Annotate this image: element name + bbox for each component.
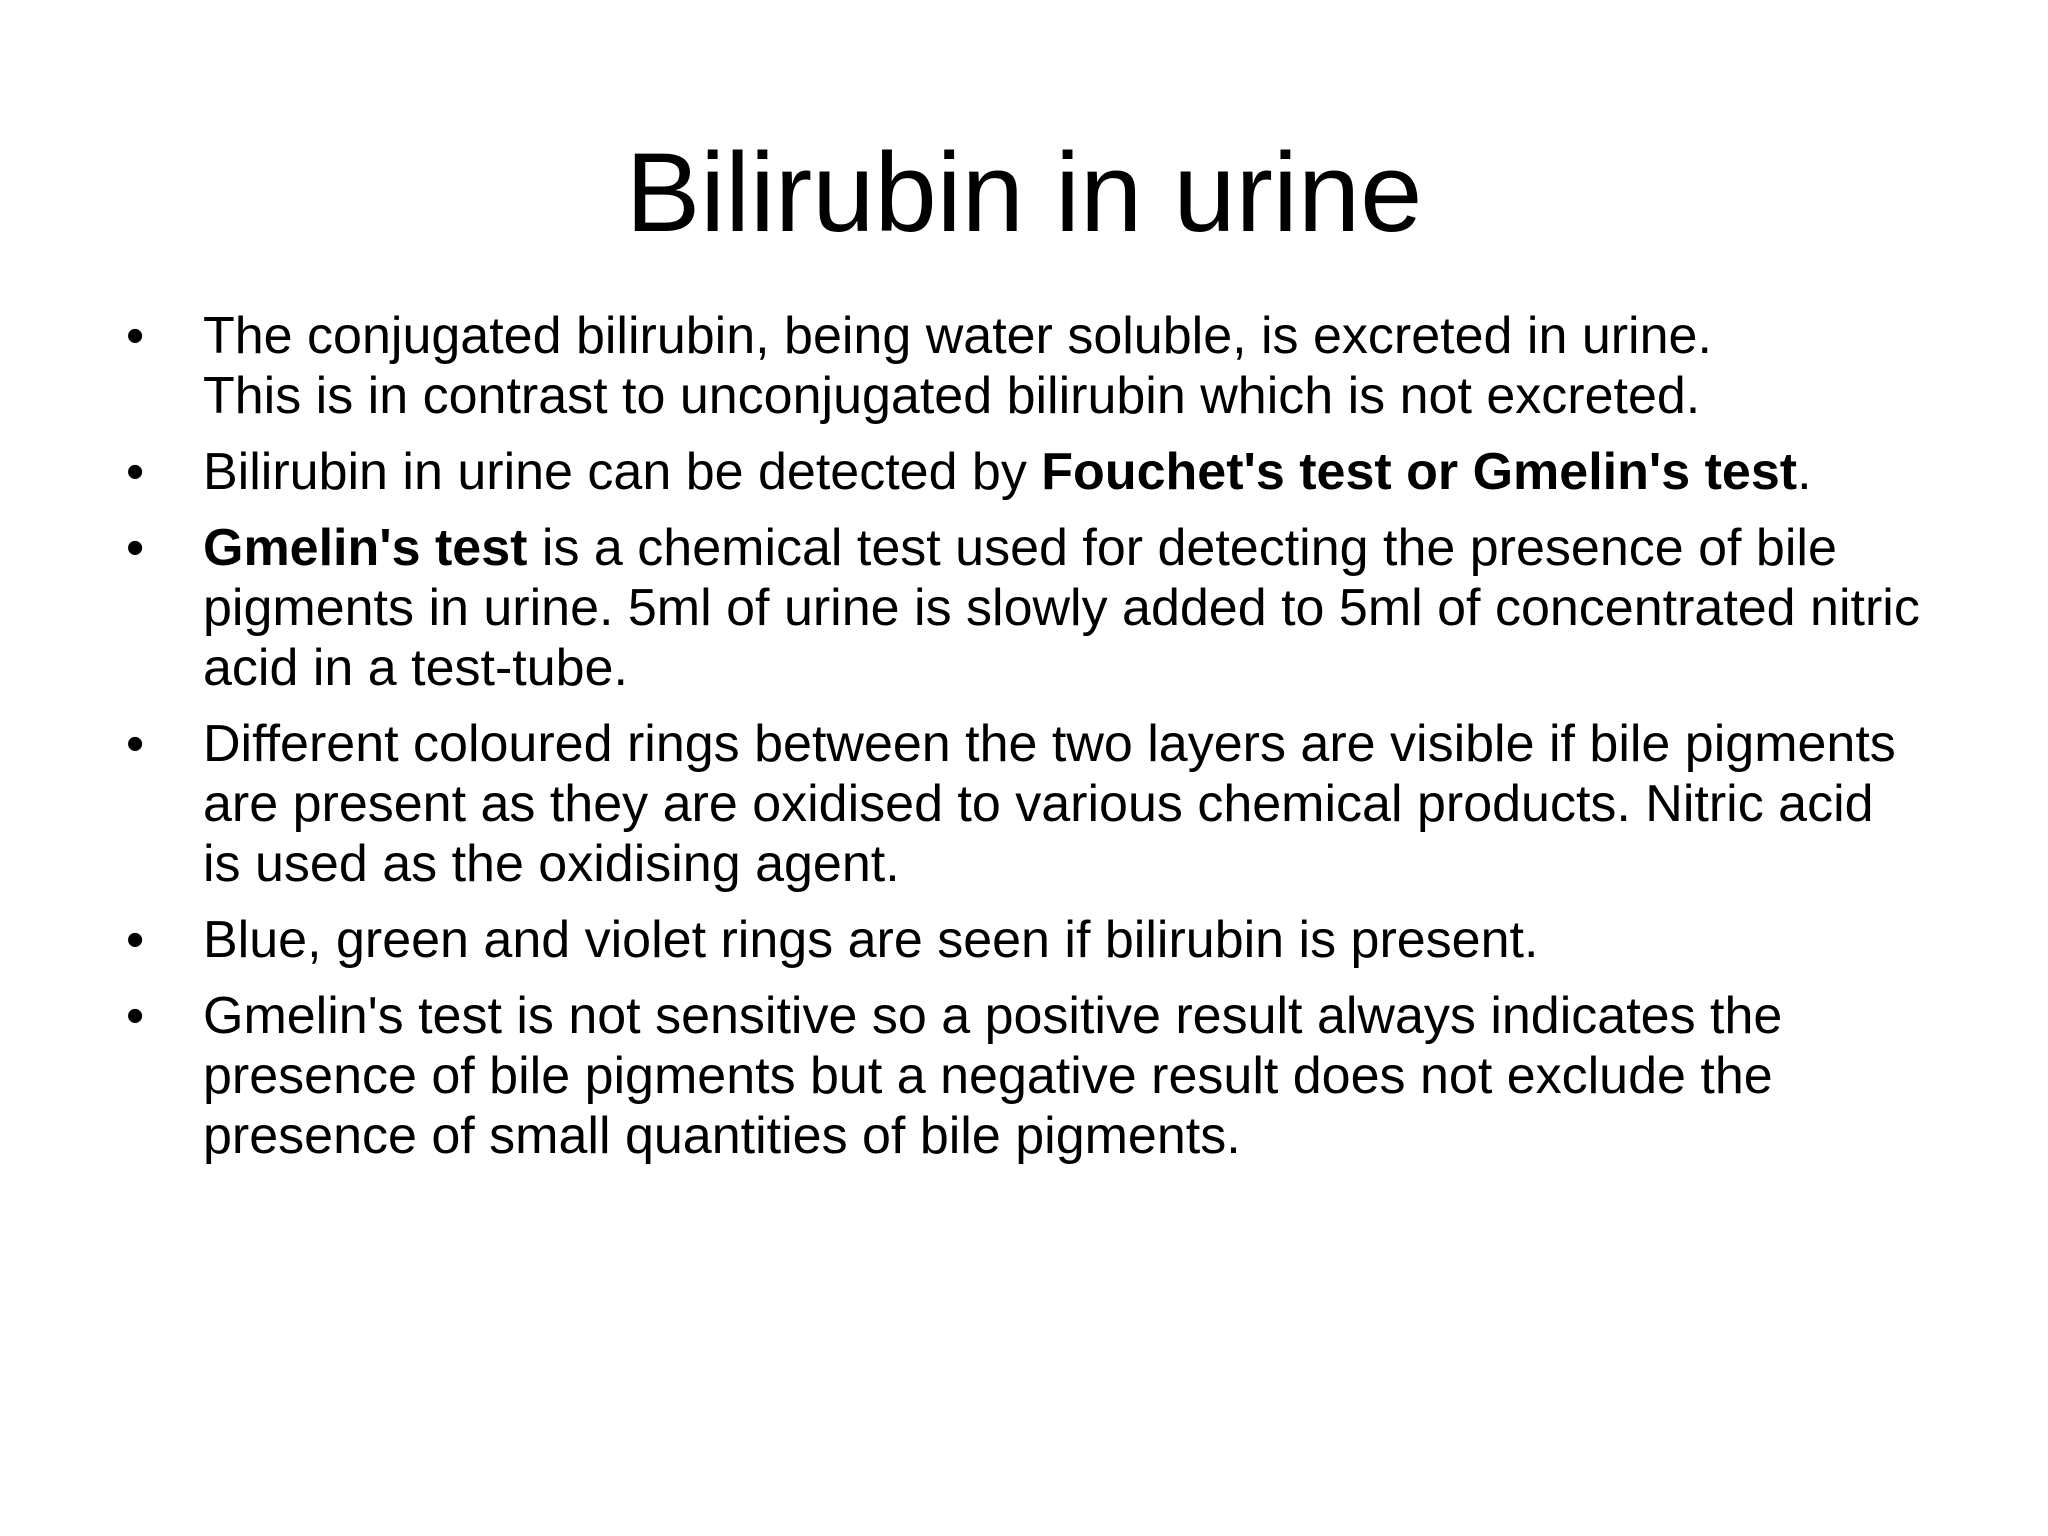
bullet-icon: •	[126, 443, 145, 501]
bullet-text: is a chemical test used for detecting the presence of bile pigments in urine. 5ml of urine is slowly added to 5ml of concentrated nitric acid in a test-tube.	[203, 519, 1920, 697]
bullet-item-sensitivity	[120, 986, 1920, 1166]
bullet-item-conjugated-bilirubin	[120, 306, 1920, 426]
bullet-text-bold: Fouchet's test or Gmelin's test	[1041, 443, 1798, 501]
bullet-text: Different coloured rings between the two layers are visible if bile pigments are present as they are oxidised to various chemical products. Nitric acid is used as the oxidising agent.	[203, 715, 1896, 893]
bullet-list	[120, 306, 1920, 1182]
bullet-text-line-1: The conjugated bilirubin, being water soluble, is excreted in urine.	[203, 307, 1712, 365]
bullet-text: Blue, green and violet rings are seen if bilirubin is present.	[203, 911, 1539, 969]
bullet-icon: •	[126, 307, 145, 365]
bullet-item-ring-colours	[120, 910, 1920, 970]
bullet-text-end: .	[1797, 443, 1812, 501]
bullet-text: Bilirubin in urine can be detected by	[203, 443, 1042, 501]
bullet-text-bold: Gmelin's test	[203, 519, 528, 577]
bullet-text-line-2: This is in contrast to unconjugated bilirubin which is not excreted.	[203, 367, 1701, 425]
bullet-item-coloured-rings	[120, 714, 1920, 894]
bullet-text: Gmelin's test is not sensitive so a positive result always indicates the presence of bile pigments but a negative result does not exclude the presence of small quantities of bile pigments.	[203, 987, 1783, 1165]
bullet-icon: •	[126, 519, 145, 577]
bullet-item-detection	[120, 442, 1920, 502]
bullet-item-gmelin-test	[120, 518, 1920, 698]
bullet-icon: •	[126, 715, 145, 773]
bullet-icon: •	[126, 911, 145, 969]
bullet-icon: •	[126, 987, 145, 1045]
slide-title: Bilirubin in urine	[625, 130, 1423, 255]
